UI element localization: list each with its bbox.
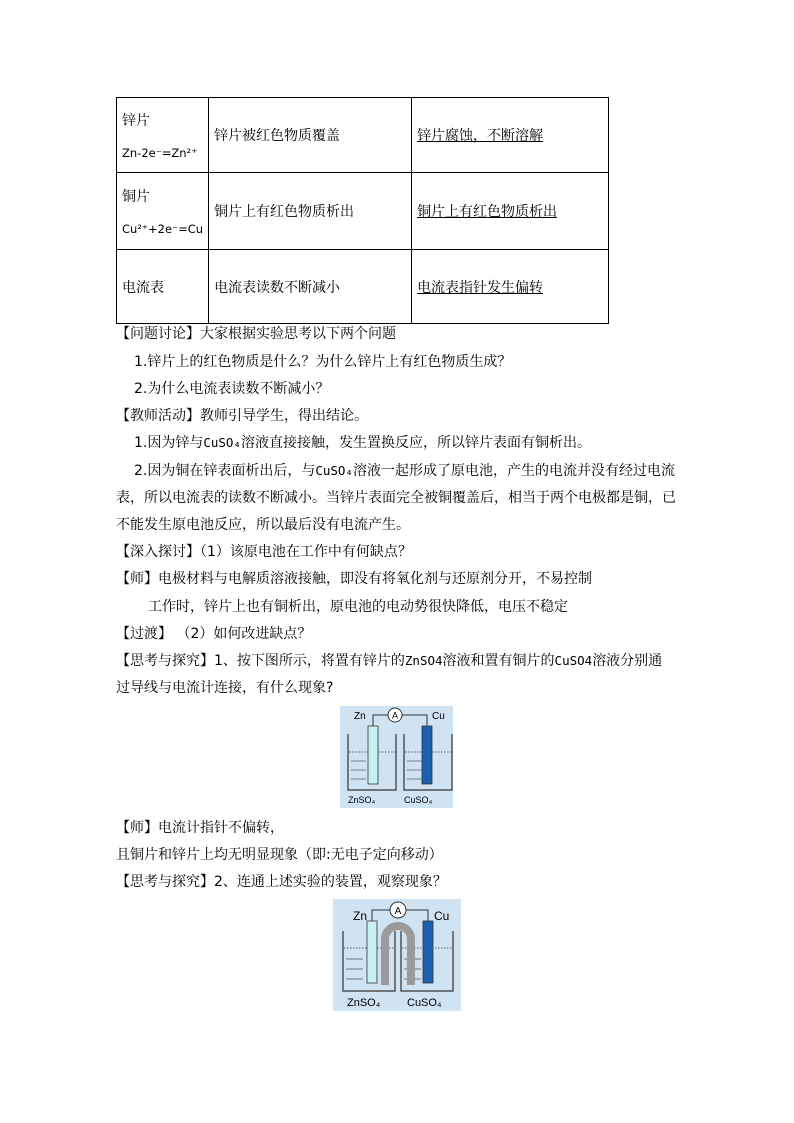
transition: 【过渡】 （2）如何改进缺点？ bbox=[116, 626, 312, 642]
text-span: 1.因为锌与 bbox=[134, 435, 204, 451]
conclusion-cell bbox=[412, 98, 609, 173]
conclusion-text: 锌片腐蚀，不断溶解 bbox=[417, 128, 544, 144]
electrode-name: 锌片 bbox=[122, 113, 150, 129]
electrode-equation: Zn-2e⁻=Zn²⁺ bbox=[122, 146, 198, 160]
electrode-equation: Cu²⁺+2e⁻=Cu bbox=[122, 222, 204, 236]
explore-1 bbox=[116, 651, 662, 671]
cu-electrode bbox=[423, 921, 433, 983]
conclusion-2-end: 不能发生原电池反应，所以最后没有电流产生。 bbox=[116, 517, 410, 533]
explore-2: 【思考与探究】2、连通上述实验的装置，观察现象？ bbox=[116, 874, 447, 890]
question-2: 2.为什么电流表读数不断减小？ bbox=[134, 381, 330, 397]
teacher-result-cont: 且铜片和锌片上均无明显现象（即:无电子定向移动） bbox=[116, 847, 443, 863]
text-span: 溶液直接接触，发生置换反应，所以锌片表面有铜析出。 bbox=[241, 435, 591, 451]
observation-cell: 铜片上有红色物质析出 bbox=[209, 173, 412, 250]
conclusion-cell bbox=[412, 173, 609, 250]
ammeter-label: A bbox=[391, 710, 399, 721]
teacher-remark-cont: 工作时，锌片上也有铜析出，原电池的电动势很快降低，电压不稳定 bbox=[148, 599, 568, 615]
zn-electrode bbox=[368, 726, 378, 784]
text-span: 溶液分别通 bbox=[592, 653, 663, 669]
table-row bbox=[117, 250, 609, 324]
observation-table bbox=[116, 97, 609, 324]
conclusion-cell bbox=[412, 250, 609, 324]
cell-figure-separate bbox=[340, 706, 453, 808]
observation-cell: 电流表读数不断减小 bbox=[209, 250, 412, 324]
left-solution-label: ZnSO₄ bbox=[348, 795, 376, 805]
discussion-heading: 【问题讨论】大家根据实验思考以下两个问题 bbox=[116, 326, 396, 342]
left-solution-label: ZnSO₄ bbox=[347, 997, 381, 1009]
right-solution-label: CuSO₄ bbox=[407, 997, 442, 1009]
table-row bbox=[117, 173, 609, 250]
table-row bbox=[117, 98, 609, 173]
observation-cell: 锌片被红色物质覆盖 bbox=[209, 98, 412, 173]
cu-label: Cu bbox=[432, 711, 445, 722]
zn-label: Zn bbox=[353, 909, 368, 923]
conclusion-2 bbox=[134, 461, 675, 481]
formula: ZnSO4 bbox=[404, 653, 443, 668]
teacher-result: 【师】电流计指针不偏转， bbox=[116, 820, 284, 836]
formula: CuSO4 bbox=[554, 653, 593, 668]
conclusion-1 bbox=[134, 433, 591, 453]
text-span: 【思考与探究】1、按下图所示，将置有锌片的 bbox=[116, 653, 405, 669]
conclusion-text: 铜片上有红色物质析出 bbox=[417, 204, 558, 220]
text-span: 2.因为铜在锌表面析出后，与 bbox=[134, 463, 316, 479]
electrode-cell bbox=[117, 173, 209, 250]
electrode-name: 电流表 bbox=[122, 279, 164, 296]
conclusion-2-cont: 表，所以电流表的读数不断减小。当锌片表面完全被铜覆盖后，相当于两个电极都是铜，已 bbox=[116, 490, 676, 506]
question-1: 1.锌片上的红色物质是什么？为什么锌片上有红色物质生成？ bbox=[134, 354, 512, 370]
conclusion-text: 电流表指针发生偏转 bbox=[417, 279, 544, 296]
ammeter-label: A bbox=[394, 906, 402, 917]
zn-label: Zn bbox=[354, 711, 366, 722]
electrode-cell bbox=[117, 250, 209, 324]
cu-electrode bbox=[422, 726, 432, 784]
cu-label: Cu bbox=[434, 909, 450, 923]
formula: CuSO₄ bbox=[315, 463, 353, 478]
deep-discussion: 【深入探讨】（1）该原电池在工作中有何缺点？ bbox=[116, 544, 412, 560]
cell-figure-salt-bridge bbox=[333, 899, 461, 1011]
explore-1-cont: 过导线与电流计连接，有什么现象? bbox=[116, 680, 334, 696]
text-span: 溶液和置有铜片的 bbox=[442, 653, 555, 669]
right-solution-label: CuSO₄ bbox=[404, 795, 433, 805]
formula: CuSO₄ bbox=[203, 435, 241, 450]
electrode-cell bbox=[117, 98, 209, 173]
zn-electrode bbox=[367, 921, 377, 983]
teacher-activity: 【教师活动】教师引导学生，得出结论。 bbox=[116, 408, 368, 424]
text-span: 溶液一起形成了原电池，产生的电流并没有经过电流 bbox=[353, 463, 675, 479]
teacher-remark: 【师】电极材料与电解质溶液接触，即没有将氧化剂与还原剂分开，不易控制 bbox=[116, 571, 592, 587]
electrode-name: 铜片 bbox=[122, 189, 150, 205]
